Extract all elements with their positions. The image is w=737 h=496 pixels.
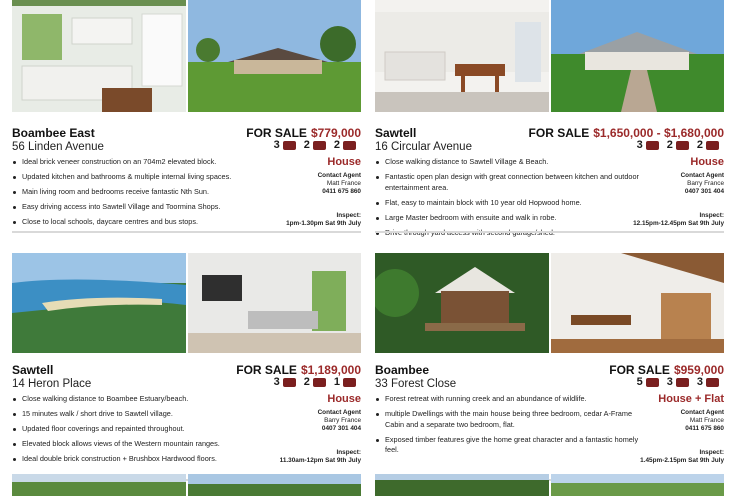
- list-item: Ideal brick veneer construction on an 704m2 elevated block.: [12, 157, 284, 168]
- list-item: Exposed timber features give the home great character and a fantastic homely feel.: [375, 435, 647, 456]
- price: $1,650,000 - $1,680,000: [593, 126, 724, 140]
- agent-phone: 0411 675 860: [322, 188, 361, 195]
- interior-photo: [375, 0, 549, 112]
- list-item: Elevated block allows views of the Western mountain ranges.: [12, 439, 284, 450]
- bed-count: 3: [636, 139, 643, 151]
- exterior-photo: [188, 0, 361, 112]
- list-item: Close to local schools, daycare centres and bus stops.: [12, 217, 284, 228]
- bed-count: 5: [636, 376, 643, 388]
- suburb: Boambee East: [12, 126, 95, 140]
- inspection: [241, 212, 361, 228]
- car-count: 1: [333, 376, 340, 388]
- bed-count: 3: [273, 139, 280, 151]
- aerial-photo: [12, 253, 186, 353]
- list-item: Close walking distance to Sawtell Village & Beach.: [375, 157, 647, 168]
- list-item: Fantastic open plan design with great connection between kitchen and outdoor entertainment area.: [375, 172, 647, 193]
- next-listing-photo: [375, 474, 549, 496]
- inspect-label: Inspect:: [699, 212, 724, 219]
- listing-card: [375, 253, 724, 494]
- divider: [375, 231, 724, 233]
- inspect-label: Inspect:: [336, 212, 361, 219]
- agent-name: Barry France: [324, 417, 361, 424]
- agent-name: Barry France: [687, 180, 724, 187]
- inspection: [241, 449, 361, 465]
- features: [637, 376, 724, 388]
- inspect-time: 11.30am-12pm Sat 9th July: [279, 457, 361, 464]
- for-sale-label: FOR SALE: [246, 126, 307, 140]
- list-item: Flat, easy to maintain block with 10 year old Hopwood home.: [375, 198, 647, 209]
- inspect-label: Inspect:: [699, 449, 724, 456]
- agent-label: Contact Agent: [317, 409, 361, 416]
- list-item: Main living room and bedrooms receive fantastic Nth Sun.: [12, 187, 284, 198]
- car-icon: [343, 378, 356, 387]
- bath-icon: [676, 141, 689, 150]
- bath-icon: [313, 141, 326, 150]
- bath-icon: [313, 378, 326, 387]
- agent-label: Contact Agent: [680, 172, 724, 179]
- features: [274, 139, 361, 151]
- divider: [12, 231, 361, 233]
- list-item: Close walking distance to Boambee Estuary/beach.: [12, 394, 284, 405]
- suburb: Sawtell: [375, 126, 417, 140]
- for-sale-label: FOR SALE: [236, 363, 297, 377]
- listing-photos: [12, 253, 361, 353]
- suburb: Sawtell: [12, 363, 54, 377]
- inspection: [604, 212, 724, 228]
- property-type: House: [690, 156, 724, 168]
- list-item: 15 minutes walk / short drive to Sawtell village.: [12, 409, 284, 420]
- feature-list: [375, 157, 647, 243]
- car-count: 3: [696, 376, 703, 388]
- street-address: 56 Linden Avenue: [12, 141, 104, 153]
- list-item: Updated floor coverings and repainted throughout.: [12, 424, 284, 435]
- next-listing-photo: [12, 474, 186, 496]
- property-type: House: [327, 156, 361, 168]
- inspect-time: 1.45pm-2.15pm Sat 9th July: [640, 457, 724, 464]
- list-item: Forest retreat with running creek and an abundance of wildlife.: [375, 394, 647, 405]
- bed-icon: [646, 141, 659, 150]
- bath-count: 2: [303, 139, 310, 151]
- for-sale-label: FOR SALE: [528, 126, 590, 140]
- inspection: [604, 449, 724, 465]
- list-item: multiple Dwellings with the main house being three bedroom, cedar A-Frame Cabin and a separate two bedroom, flat.: [375, 409, 647, 430]
- agent-label: Contact Agent: [680, 409, 724, 416]
- car-icon: [343, 141, 356, 150]
- agent-name: Matt France: [689, 417, 724, 424]
- list-item: Easy driving access into Sawtell Village and Toormina Shops.: [12, 202, 284, 213]
- features: [274, 376, 361, 388]
- agent-name: Matt France: [326, 180, 361, 187]
- inspect-time: 1pm-1.30pm Sat 9th July: [286, 220, 361, 227]
- car-count: 2: [696, 139, 703, 151]
- for-sale-label: FOR SALE: [609, 363, 670, 377]
- bath-count: 2: [666, 139, 673, 151]
- listing-photos: [375, 0, 724, 112]
- suburb: Boambee: [375, 363, 430, 377]
- living-room-photo: [188, 253, 361, 353]
- property-type: House + Flat: [658, 393, 724, 405]
- features: [637, 139, 724, 151]
- agent-contact: [634, 409, 724, 433]
- agent-phone: 0407 301 404: [321, 425, 361, 432]
- kitchen-photo: [12, 0, 186, 112]
- property-type: House: [327, 393, 361, 405]
- street-address: 14 Heron Place: [12, 378, 92, 390]
- price: $959,000: [673, 363, 724, 377]
- sale-price: [609, 363, 724, 377]
- list-item: Updated kitchen and bathrooms & multiple internal living spaces.: [12, 172, 284, 183]
- list-item: Large Master bedroom with ensuite and walk in robe.: [375, 213, 647, 224]
- inspect-time: 12.15pm-12.45pm Sat 9th July: [633, 220, 724, 227]
- sale-price: [246, 126, 361, 140]
- exterior-photo: [551, 0, 724, 112]
- agent-phone: 0411 675 860: [685, 425, 724, 432]
- bed-icon: [646, 378, 659, 387]
- listing-card: [12, 0, 361, 233]
- bath-icon: [676, 378, 689, 387]
- agent-contact: [634, 172, 724, 196]
- inspect-label: Inspect:: [336, 449, 361, 456]
- next-listing-photo: [188, 474, 361, 496]
- listing-card: [375, 0, 724, 233]
- listing-photos: [375, 253, 724, 353]
- sale-price: [236, 363, 361, 377]
- listing-card: [12, 253, 361, 494]
- bath-count: 2: [303, 376, 310, 388]
- car-count: 2: [333, 139, 340, 151]
- bed-count: 3: [273, 376, 280, 388]
- sale-price: [529, 126, 724, 140]
- price: $779,000: [310, 126, 361, 140]
- bed-icon: [283, 378, 296, 387]
- bed-icon: [283, 141, 296, 150]
- next-listing-photo: [551, 474, 724, 496]
- agent-label: Contact Agent: [317, 172, 361, 179]
- car-icon: [706, 141, 719, 150]
- street-address: 16 Circular Avenue: [375, 141, 472, 153]
- cabin-photo: [375, 253, 549, 353]
- street-address: 33 Forest Close: [375, 378, 457, 390]
- car-icon: [706, 378, 719, 387]
- list-item: Ideal double brick construction + Brushbox Hardwood floors.: [12, 454, 284, 465]
- agent-contact: [271, 172, 361, 196]
- agent-contact: [271, 409, 361, 433]
- bath-count: 3: [666, 376, 673, 388]
- agent-phone: 0407 301 404: [684, 188, 724, 195]
- price: $1,189,000: [300, 363, 361, 377]
- listing-photos: [12, 0, 361, 112]
- interior-photo: [551, 253, 724, 353]
